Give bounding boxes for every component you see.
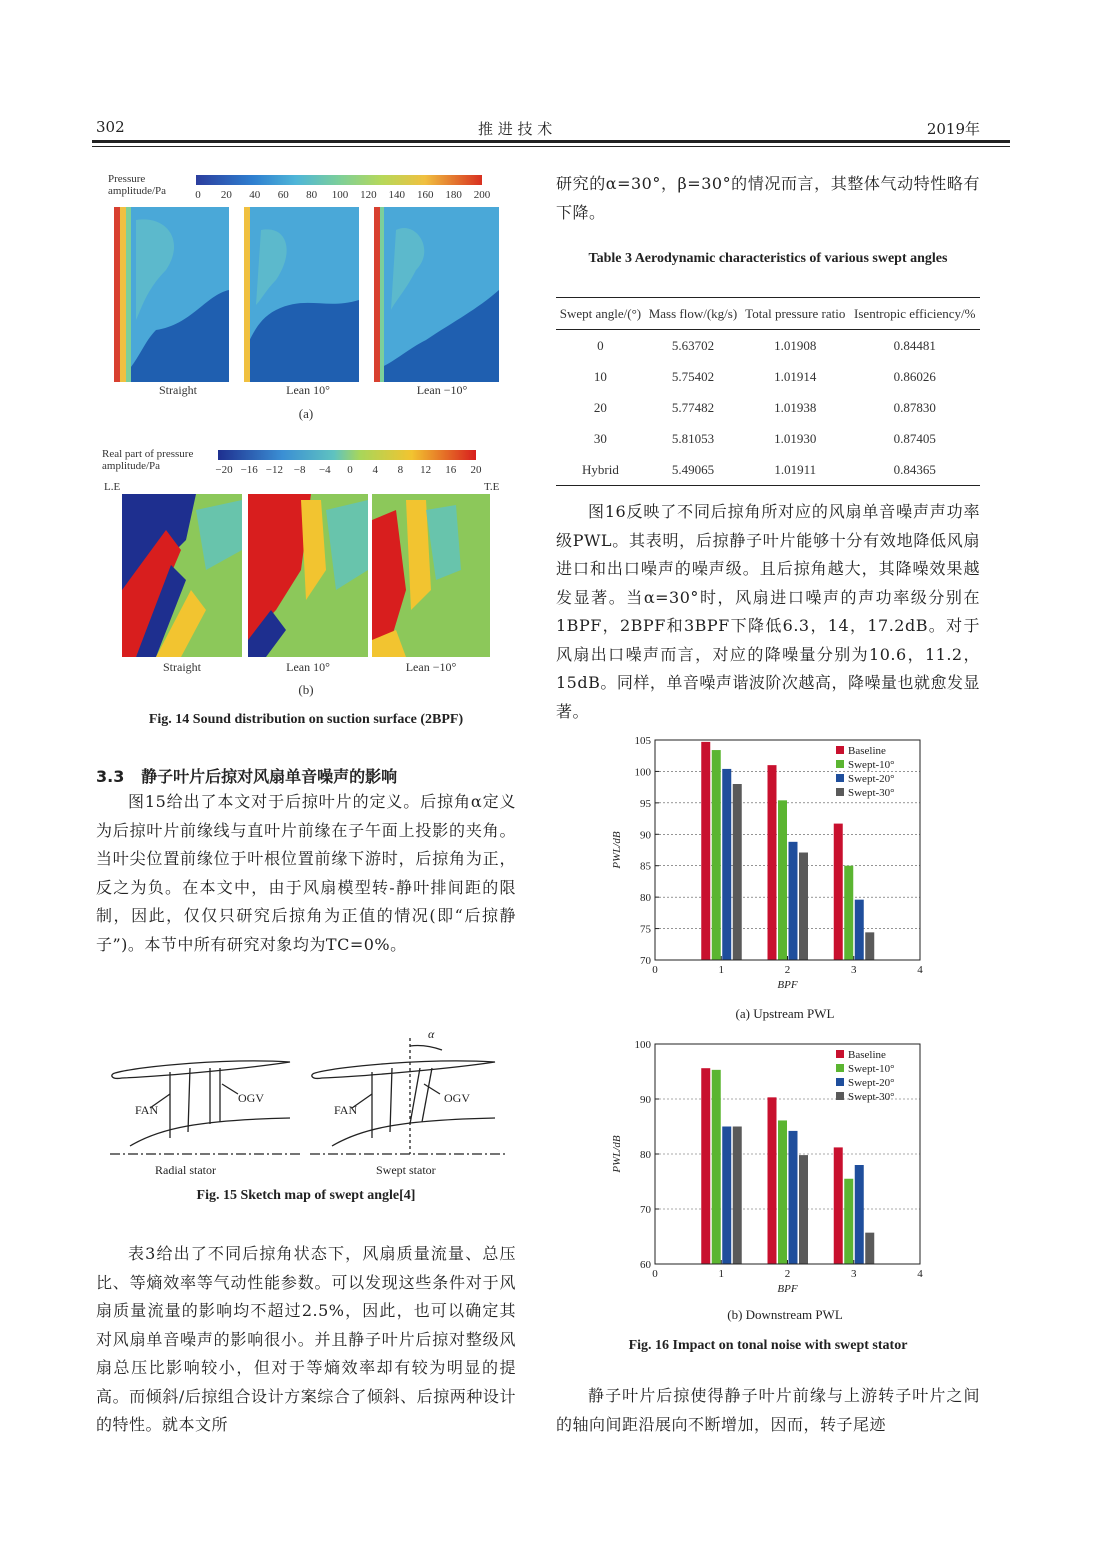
legend-label: Swept-30° bbox=[848, 1091, 895, 1103]
bar-Swept-20° bbox=[855, 900, 864, 960]
right-paragraph-2: 图16反映了不同后掠角所对应的风扇单音噪声声功率级PWL。其表明，后掠静子叶片能够十分有效地降低风扇进口和出口噪声的噪声级。且后掠角越大，其降噪效果越发显著。当α=30°时，风扇进口噪声的声功率级分别在1BPF，2BPF和3BPF下降低6.3，14，17.2dB。对于风扇出口噪声而言，对应的降噪量分别为10.6，11.2，15dB。同样，单音噪声谐波阶次越高，降噪量也就愈发显著。 bbox=[556, 502, 980, 721]
table-cell: 0.87405 bbox=[893, 430, 936, 446]
table-cell: 20 bbox=[593, 399, 607, 415]
table-cell: 5.75402 bbox=[671, 368, 715, 384]
x-axis-label: BPF bbox=[777, 979, 798, 991]
table-row bbox=[556, 454, 980, 486]
fig14a-tick: 40 bbox=[249, 189, 261, 201]
fig14b-label-lean-10: Lean −10° bbox=[405, 660, 457, 674]
y-tick-label: 75 bbox=[640, 923, 651, 936]
fig16-caption: Fig. 16 Impact on tonal noise with swept stator bbox=[628, 1338, 908, 1353]
header-rule-thin bbox=[92, 146, 1010, 147]
legend-swatch bbox=[836, 746, 844, 754]
fig14b-te: T.E bbox=[484, 481, 500, 493]
fig14-caption: Fig. 14 Sound distribution on suction surface (2BPF) bbox=[148, 712, 464, 727]
table-cell: 5.81053 bbox=[671, 430, 715, 446]
table-cell: 0.84365 bbox=[849, 454, 980, 486]
fig14b-tick: 20 bbox=[470, 464, 482, 476]
left-paragraph-2: 表3给出了不同后掠角状态下，风扇质量流量、总压比、等熵效率等气动性能参数。可以发现这些条件对于风扇质量流量的影响均不超过2.5%，因此，也可以确定其对风扇单音噪声的影响很小。并且静子叶片后掠对整级风扇总压比影响较小，但对于等熵效率却有较为明显的提高。而倾斜/后掠组合设计方案综合了倾斜、后掠两种设计的特性。就本文所 bbox=[96, 1244, 516, 1434]
journal-name: 推 进 技 术 bbox=[478, 120, 553, 138]
table3-header: Isentropic efficiency/% bbox=[849, 298, 980, 330]
fig14b-panel-lean10 bbox=[248, 494, 368, 657]
fig14b-ticks bbox=[215, 464, 482, 476]
y-tick-label: 90 bbox=[640, 1094, 651, 1106]
table3-header: Mass flow/(kg/s) bbox=[645, 298, 741, 330]
header-rule bbox=[92, 140, 1010, 143]
fig14b-label-lean10: Lean 10° bbox=[286, 660, 330, 674]
legend-label: Swept-20° bbox=[848, 773, 895, 785]
section-title: 静子叶片后掠对风扇单音噪声的影响 bbox=[141, 767, 398, 786]
fig15-alpha: α bbox=[428, 1028, 435, 1041]
fig14a-label-lean10: Lean 10° bbox=[286, 383, 330, 397]
table-cell: 5.77482 bbox=[671, 399, 715, 415]
section-heading bbox=[96, 764, 397, 787]
bar-Swept-30° bbox=[733, 784, 742, 960]
bar-Swept-10° bbox=[778, 1120, 787, 1264]
fig14b-tick: 8 bbox=[397, 464, 404, 476]
y-axis-label: PWL/dB bbox=[611, 831, 623, 869]
legend-label: Baseline bbox=[848, 745, 886, 757]
fig14b-tick: −20 bbox=[215, 464, 233, 476]
fig14a-tick: 200 bbox=[473, 189, 491, 201]
legend-label: Swept-10° bbox=[848, 1063, 895, 1075]
fig16a-subtitle: (a) Upstream PWL bbox=[735, 1006, 835, 1021]
bar-Baseline bbox=[701, 1068, 710, 1264]
table-cell: 1.01911 bbox=[741, 454, 849, 486]
table-row bbox=[556, 392, 980, 423]
fig14a-tick: 0 bbox=[195, 189, 201, 201]
fig15-right-name: Swept stator bbox=[376, 1163, 436, 1177]
table-cell: 5.49065 bbox=[645, 454, 741, 486]
bar-Swept-30° bbox=[865, 932, 874, 960]
legend-label: Swept-30° bbox=[848, 787, 895, 799]
fig14a-tick: 160 bbox=[416, 189, 434, 201]
fig14a-tick: 120 bbox=[360, 189, 377, 201]
x-tick-label: 1 bbox=[718, 964, 724, 976]
fig14b-tick: −12 bbox=[265, 464, 284, 476]
x-tick-label: 4 bbox=[917, 1268, 923, 1280]
fig16b-subtitle: (b) Downstream PWL bbox=[727, 1307, 843, 1322]
x-tick-label: 4 bbox=[917, 964, 923, 976]
fig14a-panel-lean-10 bbox=[374, 207, 499, 382]
legend-swatch bbox=[836, 774, 844, 782]
table-row bbox=[556, 361, 980, 392]
fig14b-tick: −8 bbox=[293, 464, 306, 476]
fig14a-ticks bbox=[195, 189, 491, 201]
fig14a-sublabel: (a) bbox=[298, 406, 314, 421]
legend-swatch bbox=[836, 1078, 844, 1086]
fig16b-chart bbox=[600, 1036, 940, 1306]
bar-Swept-30° bbox=[733, 1127, 742, 1265]
fig14a-tick: 80 bbox=[306, 189, 318, 201]
fig14b-le: L.E bbox=[104, 481, 121, 493]
fig14b-tick: 12 bbox=[420, 464, 432, 476]
bar-Baseline bbox=[701, 742, 710, 960]
legend-swatch bbox=[836, 788, 844, 796]
fig14b-colorbar bbox=[218, 450, 476, 460]
bar-Baseline bbox=[834, 1147, 843, 1264]
legend-swatch bbox=[836, 760, 844, 768]
bar-Swept-20° bbox=[722, 1127, 731, 1265]
right-paragraph-1: 研究的α=30°，β=30°的情况而言，其整体气动特性略有下降。 bbox=[556, 174, 980, 222]
legend-swatch bbox=[836, 1064, 844, 1072]
x-tick-label: 2 bbox=[784, 964, 791, 976]
table-cell: 0.86026 bbox=[893, 368, 936, 384]
table-cell: 10 bbox=[593, 368, 607, 384]
table-cell: 30 bbox=[593, 430, 607, 446]
fig14b-sublabel: (b) bbox=[298, 682, 314, 697]
table-cell: Hybrid bbox=[556, 454, 645, 486]
table3 bbox=[556, 297, 980, 486]
fig14b-tick: −16 bbox=[240, 464, 258, 476]
left-paragraph-1: 图15给出了本文对于后掠叶片的定义。后掠角α定义为后掠叶片前缘线与直叶片前缘在子午面上投影的夹角。当叶尖位置前缘位于叶根位置前缘下游时，后掠角为正，反之为负。在本文中，由于风扇模型转-静叶排间距的限制，因此，仅仅只研究后掠角为正值的情况(即“后掠静子”)。本节中所有研究对象均为TC=0%。 bbox=[96, 792, 516, 954]
fig15-right-ogv: OGV bbox=[444, 1091, 470, 1105]
x-tick-label: 3 bbox=[851, 964, 857, 976]
fig16a-chart bbox=[600, 732, 940, 1027]
fig14a-tick: 140 bbox=[388, 189, 406, 201]
bar-Swept-20° bbox=[855, 1165, 864, 1264]
legend-label: Swept-10° bbox=[848, 759, 895, 771]
fig14a-colorbar bbox=[196, 175, 482, 185]
legend-swatch bbox=[836, 1050, 844, 1058]
bar-Baseline bbox=[768, 765, 777, 960]
y-tick-label: 85 bbox=[640, 860, 651, 873]
table-cell: 0.87830 bbox=[893, 399, 936, 415]
y-tick-label: 60 bbox=[640, 1259, 651, 1271]
table3-header: Swept angle/(°) bbox=[556, 298, 645, 330]
fig14b-panel-straight bbox=[122, 494, 242, 657]
table3-header-row bbox=[556, 298, 980, 330]
x-tick-label: 0 bbox=[652, 1268, 658, 1280]
fig14b-tick: 4 bbox=[372, 464, 378, 476]
legend-swatch bbox=[836, 1092, 844, 1100]
table3-header: Total pressure ratio bbox=[741, 298, 849, 330]
page-number: 302 bbox=[96, 118, 125, 136]
fig14b-label-straight: Straight bbox=[163, 660, 201, 674]
legend-label: Baseline bbox=[848, 1049, 886, 1061]
fig14a-colorbar-title-1: Pressure bbox=[108, 173, 146, 185]
fig14a-tick: 60 bbox=[277, 189, 289, 201]
bar-Swept-10° bbox=[844, 1179, 853, 1264]
table-cell: 0.84481 bbox=[893, 337, 936, 353]
fig14a-panel-lean10 bbox=[244, 207, 359, 382]
bar-Swept-10° bbox=[712, 1070, 721, 1264]
table-cell: 1.01938 bbox=[774, 399, 817, 415]
y-tick-label: 70 bbox=[640, 1204, 651, 1216]
table-cell: 1.01914 bbox=[774, 368, 817, 384]
table-row bbox=[556, 423, 980, 454]
fig14a-tick: 100 bbox=[331, 189, 349, 201]
legend-label: Swept-20° bbox=[848, 1077, 895, 1089]
bar-Swept-30° bbox=[799, 1155, 808, 1264]
bar-Swept-20° bbox=[789, 842, 798, 960]
table-cell: 1.01908 bbox=[774, 337, 817, 353]
fig15-caption: Fig. 15 Sketch map of swept angle[4] bbox=[196, 1188, 416, 1203]
x-tick-label: 0 bbox=[652, 964, 658, 976]
fig14b-panel-lean-10 bbox=[372, 494, 490, 657]
fig14b-colorbar-title-2: amplitude/Pa bbox=[102, 460, 161, 472]
y-tick-label: 100 bbox=[634, 1039, 651, 1051]
right-paragraph-3: 静子叶片后掠使得静子叶片前缘与上游转子叶片之间的轴向间距沿展向不断增加，因而，转子尾迹 bbox=[556, 1386, 980, 1434]
fig14a-label-straight: Straight bbox=[159, 383, 197, 397]
fig14a-label-lean-10: Lean −10° bbox=[416, 383, 468, 397]
bar-Swept-10° bbox=[712, 750, 721, 960]
y-tick-label: 90 bbox=[640, 829, 651, 842]
section-number: 3.3 bbox=[96, 767, 125, 786]
y-tick-label: 105 bbox=[634, 735, 651, 747]
fig14b-tick: 16 bbox=[445, 464, 457, 476]
table-cell: 5.63702 bbox=[671, 337, 715, 353]
y-tick-label: 95 bbox=[640, 797, 651, 810]
x-tick-label: 2 bbox=[784, 1268, 791, 1280]
bar-Baseline bbox=[834, 824, 843, 960]
bar-Swept-20° bbox=[789, 1131, 798, 1264]
y-tick-label: 80 bbox=[640, 1149, 651, 1161]
table-cell: 1.01930 bbox=[774, 430, 817, 446]
y-tick-label: 80 bbox=[640, 892, 651, 905]
fig15-left-name: Radial stator bbox=[155, 1163, 216, 1177]
fig15-right-fan: FAN bbox=[334, 1103, 358, 1117]
bar-Swept-10° bbox=[844, 866, 853, 960]
fig14 bbox=[96, 170, 516, 700]
bar-Swept-10° bbox=[778, 800, 787, 960]
bar-Swept-30° bbox=[799, 853, 808, 960]
bar-Baseline bbox=[768, 1097, 777, 1264]
bar-Swept-30° bbox=[865, 1233, 874, 1264]
fig15 bbox=[110, 1028, 510, 1178]
fig14a-tick: 180 bbox=[445, 189, 462, 201]
fig14a-colorbar-title-2: amplitude/Pa bbox=[108, 185, 167, 197]
y-axis-label: PWL/dB bbox=[611, 1135, 623, 1173]
year: 2019年 bbox=[926, 120, 980, 138]
y-tick-label: 70 bbox=[640, 955, 651, 967]
table-row bbox=[556, 330, 980, 362]
y-tick-label: 100 bbox=[634, 766, 651, 779]
x-tick-label: 3 bbox=[851, 1268, 857, 1280]
fig15-left-fan: FAN bbox=[135, 1103, 159, 1117]
fig14b-tick: 0 bbox=[347, 464, 353, 476]
table-cell: 0 bbox=[597, 337, 604, 353]
fig15-left-ogv: OGV bbox=[238, 1091, 264, 1105]
fig14a-tick: 20 bbox=[220, 189, 232, 201]
table3-title: Table 3 Aerodynamic characteristics of various swept angles bbox=[588, 251, 948, 266]
fig14b-tick: −4 bbox=[318, 464, 331, 476]
x-axis-label: BPF bbox=[777, 1283, 798, 1295]
fig14b-colorbar-title-1: Real part of pressure bbox=[102, 448, 194, 460]
x-tick-label: 1 bbox=[718, 1268, 724, 1280]
bar-Swept-20° bbox=[722, 769, 731, 960]
fig14a-panel-straight bbox=[114, 207, 229, 382]
